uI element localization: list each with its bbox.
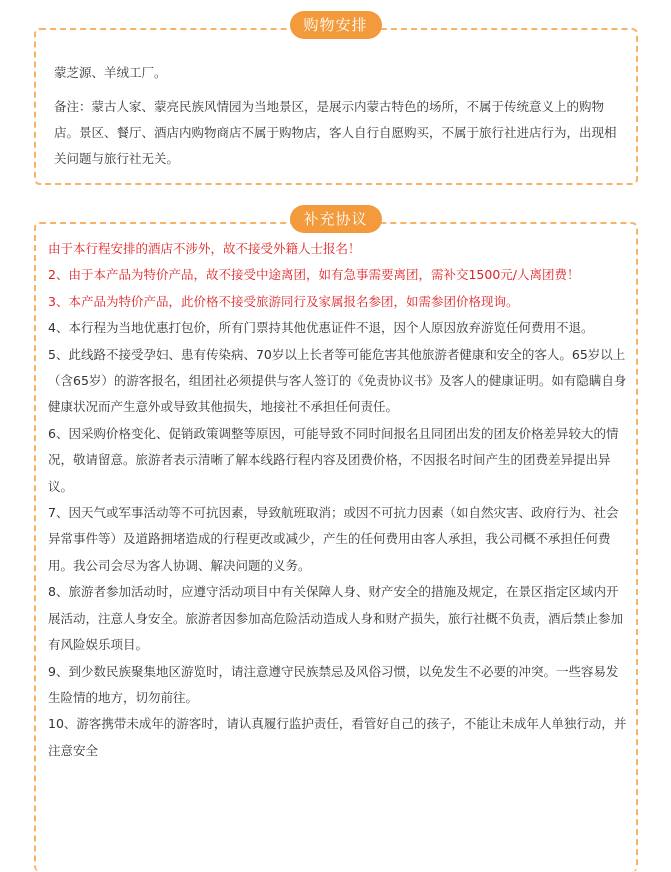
agreement-section [34, 222, 638, 872]
shopping-content [36, 30, 636, 172]
agreement-item: 7、因天气或军事活动等不可抗因素，导致航班取消；或因不可抗力因素（如自然灾害、政府行为、社会异常事件等）及道路拥堵造成的行程更改或减少，产生的任何费用由客人承担，我公司概不承担任何费用。我公司会尽为客人协调、解决问题的义务。 [48, 505, 619, 573]
agreement-item: 5、此线路不接受孕妇、患有传染病、70岁以上长者等可能危害其他旅游者健康和安全的客人。65岁以上（含65岁）的游客报名，组团社必须提供与客人签订的《免责协议书》及客人的健康证明。如有隐瞒自身健康状况而产生意外或导致其他损失，地接社不承担任何责任。 [48, 346, 627, 415]
agreement-item: 由于本行程安排的酒店不涉外，故不接受外籍人士报名！ [48, 241, 361, 256]
agreement-item: 10、游客携带未成年的游客时，请认真履行监护责任，看管好自己的孩子，不能让未成年人单独行动，并注意安全 [48, 716, 627, 758]
shopping-note: 备注：蒙古人家、蒙亮民族风情园为当地景区，是展示内蒙古特色的场所，不属于传统意义上的购物店。景区、餐厅、酒店内购物商店不属于购物店，客人自行自愿购买，不属于旅行社进店行为，出现相关问题与旅行社无关。 [54, 99, 617, 166]
agreement-item: 2、由于本产品为特价产品，故不接受中途离团，如有急事需要离团，需补交1500元/人离团费！ [48, 267, 580, 283]
shopping-stores: 蒙芝源、羊绒工厂。 [54, 65, 167, 80]
agreement-item: 8、旅游者参加活动时，应遵守活动项目中有关保障人身、财产安全的措施及规定，在景区指定区域内开展活动，注意人身安全。旅游者因参加高危险活动造成人身和财产损失，旅行社概不负责，酒后禁止参加有风险娱乐项目。 [48, 584, 624, 653]
agreement-item: 9、到少数民族聚集地区游览时，请注意遵守民族禁忌及风俗习惯，以免发生不必要的冲突。一些容易发生险情的地方，切勿前往。 [48, 663, 619, 705]
agreement-item: 3、本产品为特价产品，此价格不接受旅游同行及家属报名参团，如需参团价格现询。 [48, 293, 519, 309]
agreement-item: 6、因采购价格变化、促销政策调整等原因，可能导致不同时间报名且同团出发的团友价格差异较大的情况，敬请留意。旅游者表示清晰了解本线路行程内容及团费价格，不因报名时间产生的团费差异提出异议。 [48, 425, 619, 494]
agreement-item: 4、本行程为当地优惠打包价，所有门票持其他优惠证件不退，因个人原因放弃游览任何费用不退。 [48, 320, 594, 336]
agreement-content [36, 224, 636, 764]
agreement-title-badge: 补充协议 [289, 205, 381, 233]
shopping-section [34, 28, 638, 185]
shopping-title-badge: 购物安排 [289, 11, 381, 39]
